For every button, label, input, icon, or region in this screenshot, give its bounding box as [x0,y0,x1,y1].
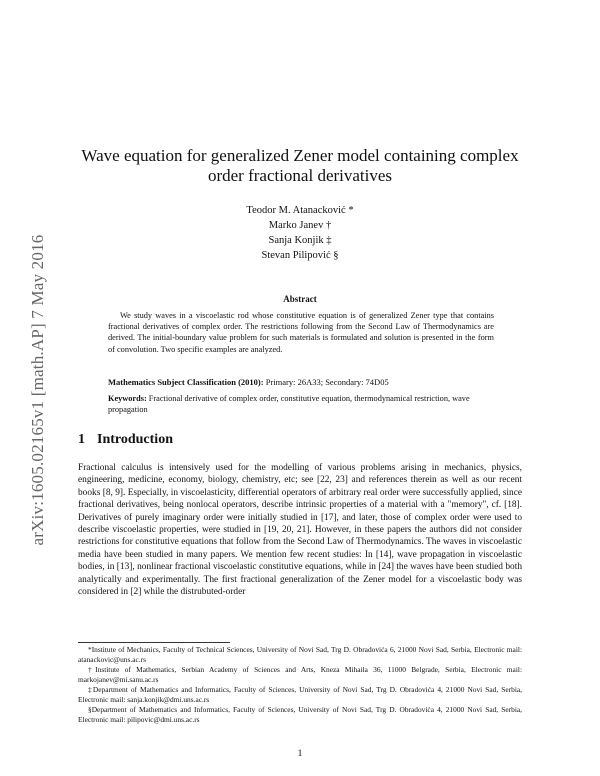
author-name: Sanja Konjik ‡ [268,235,332,246]
page-number: 1 [297,749,303,759]
section-title: Introduction [97,432,173,447]
footnote-rule [78,642,230,643]
abstract-heading: Abstract [283,294,317,304]
keywords [108,393,494,415]
author-name: Stevan Pilipović § [261,250,339,261]
msc-label: Mathematics Subject Classification (2010): [108,377,264,387]
footnote: *Institute of Mechanics, Faculty of Technical Sciences, University of Novi Sad, Trg D. Obradovića 6, 21000 Novi Sad, Serbia, Electronic mail: atanackovic@uns.ac.rs [78,645,522,664]
footnote: †Institute of Mathematics, Serbian Academy of Sciences and Arts, Kneza Mihaila 36, 11000 Belgrade, Serbia, Electronic mail: markojanev@mi.sanu.ac.rs [78,665,522,684]
abstract-text: We study waves in a viscoelastic rod whose constitutive equation is of generalized Zener type that contains fractional derivatives of complex order. The restrictions following from the Second Law of Thermodynamics are derived. The initial-boundary value problem for such materials is formulated and solution is presented in the form of convolution. Two specific examples are analyzed. [108,311,494,354]
keywords-label: Keywords: [108,394,147,403]
arxiv-identifier: arXiv:1605.02165v1 [math.AP] 7 May 2016 [28,234,47,546]
msc-codes: Primary: 26A33; Secondary: 74D05 [265,377,389,387]
introduction-paragraph: Fractional calculus is intensively used for the modelling of various problems arising in mechanics, physics, engineering, medicine, economy, biology, chemistry, etc; see [22, 23] and references therein as well as our recent books [8, 9]. Especially, in viscoelasticity, differential operators of arbitrary real order were successfully applied, since fractional derivatives, being nonlocal operators, describe intrinsic properties of a material with a "memory", cf. [18]. Derivatives of purely imaginary order were initially studied in [17], and later, those of complex order were used to describe viscoelastic properties, were studied in [19, 20, 21]. However, in these papers the authors did not consider restrictions for constitutive equations that follow from the Second Law of Thermodynamics. The waves in viscoelastic media have been studied in many papers. We mention few recent studies: In [14], wave propagation in viscoelastic bodies, in [13], nonlinear fractional viscoelastic constitutive equations, while in [24] the waves have been studied both analytically and experimentally. The first fractional generalization of the Zener model for a viscoelastic body was considered in [2] while the distrubuted-order [78,463,522,598]
author-list [200,203,400,263]
keywords-text: Fractional derivative of complex order, constitutive equation, thermodynamical restriction, wave propagation [108,394,470,415]
arxiv-identifier-margin [18,190,58,590]
section-heading [78,432,173,448]
author-name: Marko Janev † [268,220,332,231]
footnote: ‡Department of Mathematics and Informatics, Faculty of Sciences, University of Novi Sad, Trg D. Obradovića 4, 21000 Novi Sad, Serbia, Electronic mail: sanja.konjik@dmi.uns.ac.rs [78,685,522,704]
footnote: §Department of Mathematics and Informatics, Faculty of Sciences, University of Novi Sad, Trg D. Obradovića 4, 21000 Novi Sad, Serbia, Electronic mail: pilipovic@dmi.uns.ac.rs [78,705,522,724]
msc-classification [108,377,494,388]
author-name: Teodor M. Atanacković * [246,205,354,216]
section-number: 1 [78,432,85,447]
paper-title: Wave equation for generalized Zener model containing complex order fractional derivatives [81,146,519,185]
